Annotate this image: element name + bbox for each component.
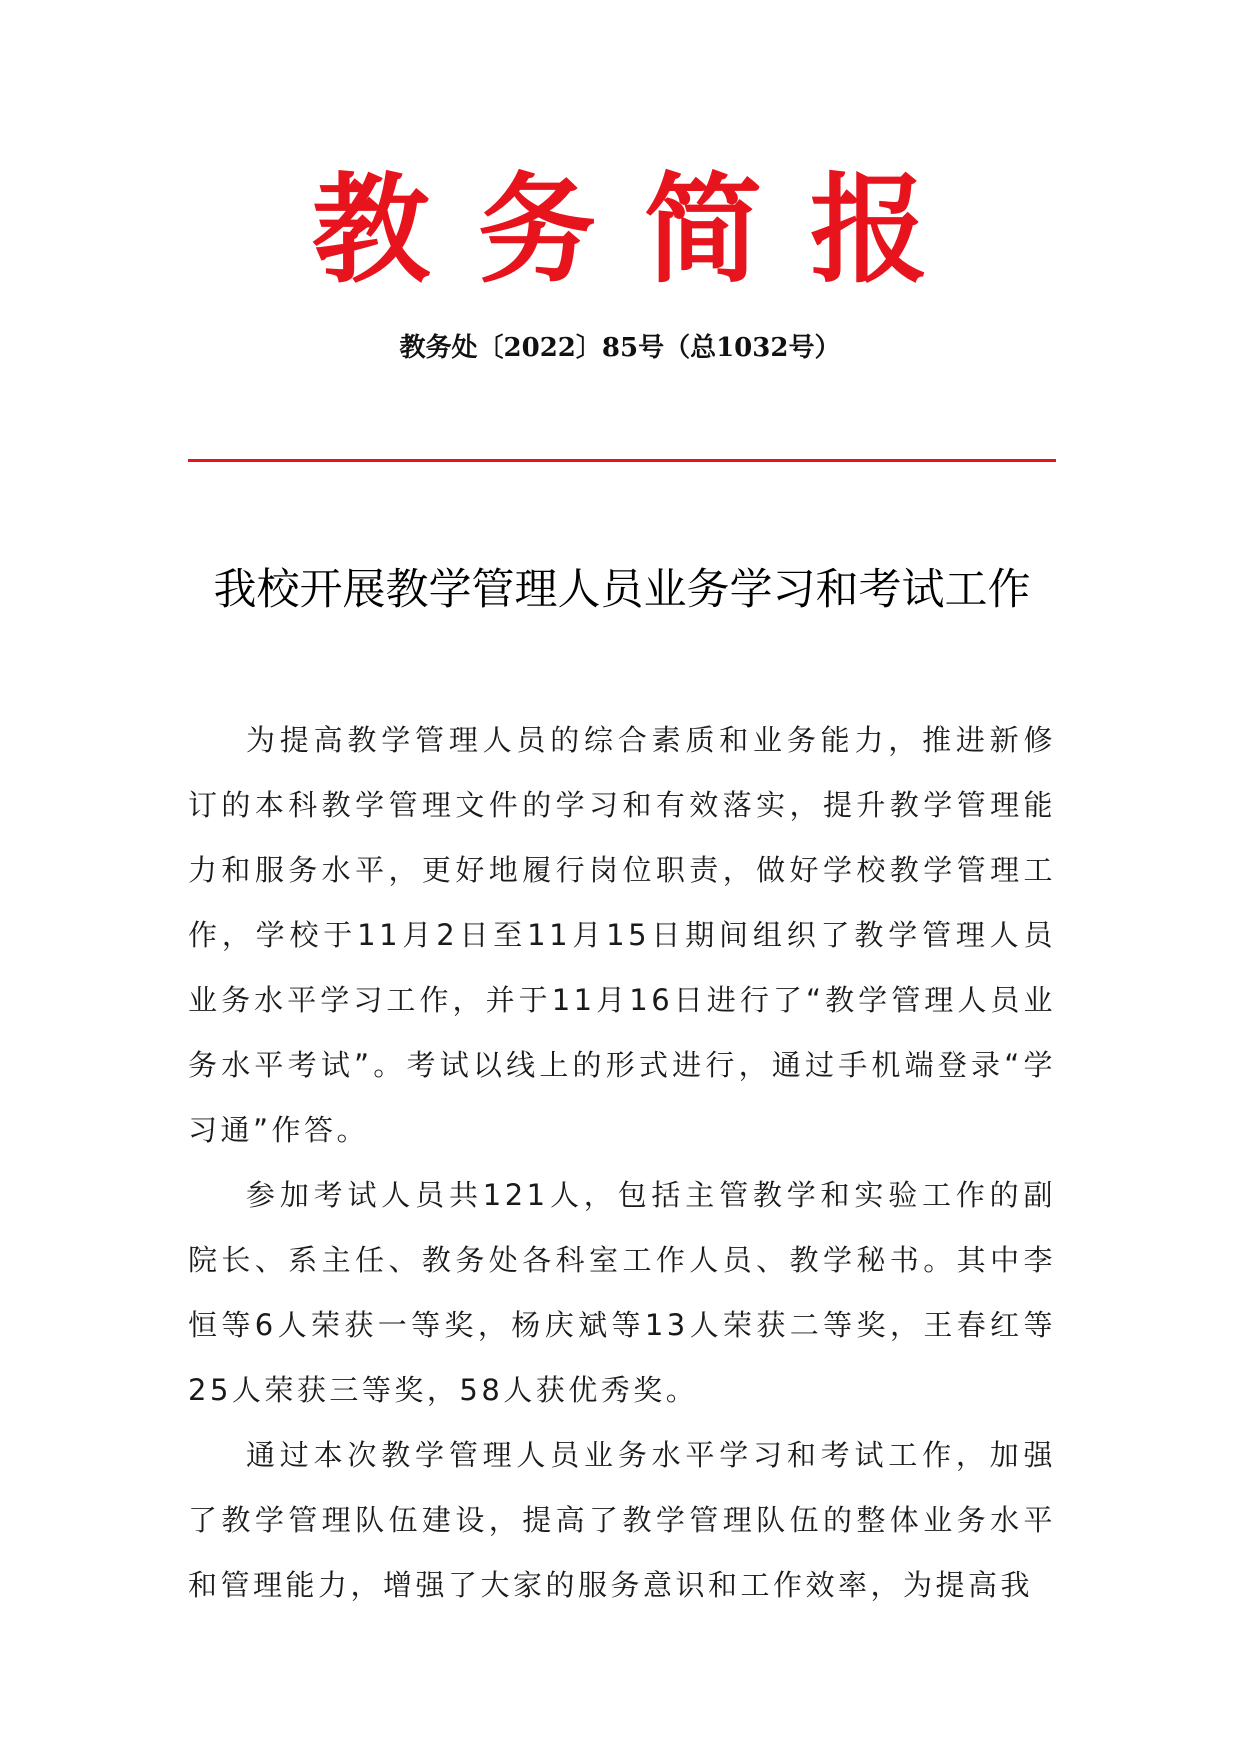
issue-number: 教务处〔2022〕85号（总1032号） [399, 333, 841, 363]
paragraph: 通过本次教学管理人员业务水平学习和考试工作，加强了教学管理队伍建设，提高了教学管理队伍的整体业务水平和管理能力，增强了大家的服务意识和工作效率，为提高我 [188, 1438, 1056, 1602]
article-title: 我校开展教学管理人员业务学习和考试工作 [213, 565, 1031, 615]
paragraph: 为提高教学管理人员的综合素质和业务能力，推进新修订的本科教学管理文件的学习和有效落实，提升教学管理能力和服务水平，更好地履行岗位职责，做好学校教学管理工作，学校于11月2日至11月15日期间组织了教学管理人员业务水平学习工作，并于11月16日进行了“教学管理人员业务水平考试”。考试以线上的形式进行，通过手机端登录“学习通”作答。 [188, 723, 1056, 1147]
paragraph: 参加考试人员共121人，包括主管教学和实验工作的副院长、系主任、教务处各科室工作人员、教学秘书。其中李恒等6人荣获一等奖，杨庆斌等13人荣获二等奖，王春红等25人荣获三等奖，58人获优秀奖。 [188, 1178, 1056, 1407]
masthead-title: 教务简报 [311, 160, 976, 299]
article-body [188, 708, 1056, 1628]
header-divider [188, 459, 1056, 462]
